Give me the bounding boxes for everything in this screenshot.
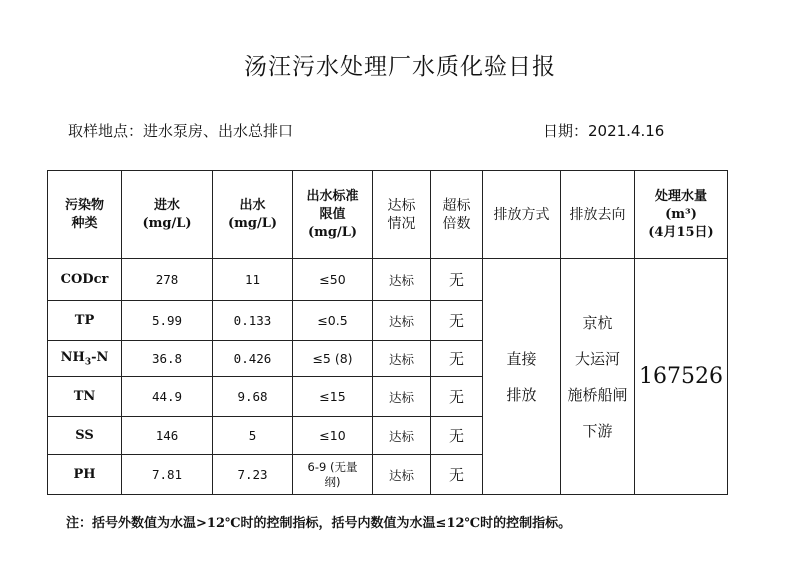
compliance-cell: 达标 [373, 377, 431, 417]
pollutant-cell: SS [48, 417, 122, 455]
effluent-cell: 9.68 [213, 377, 293, 417]
compliance-cell: 达标 [373, 259, 431, 301]
water-quality-table [47, 170, 728, 495]
exceed-cell: 无 [431, 377, 483, 417]
pollutant-cell: PH [48, 455, 122, 495]
header-influent: 进水 (mg/L) [122, 171, 213, 259]
header-exceed: 超标 倍数 [431, 171, 483, 259]
footnote: 注：括号外数值为水温>12℃时的控制指标，括号内数值为水温≤12℃时的控制指标。 [66, 516, 572, 531]
effluent-cell: 11 [213, 259, 293, 301]
effluent-cell: 7.23 [213, 455, 293, 495]
header-limit: 出水标准 限值 (mg/L) [293, 171, 373, 259]
exceed-cell: 无 [431, 259, 483, 301]
volume-value-cell: 167526 [635, 259, 728, 495]
header-discharge-dest: 排放去向 [561, 171, 635, 259]
effluent-cell: 5 [213, 417, 293, 455]
header-pollutant: 污染物 种类 [48, 171, 122, 259]
influent-cell: 5.99 [122, 301, 213, 341]
header-discharge-method: 排放方式 [483, 171, 561, 259]
pollutant-cell: TN [48, 377, 122, 417]
table-row [48, 259, 728, 301]
compliance-cell: 达标 [373, 417, 431, 455]
limit-cell: ≤50 [293, 259, 373, 301]
sampling-location: 取样地点：进水泵房、出水总排口 [68, 122, 294, 140]
report-date: 日期：2021.4.16 [543, 122, 665, 140]
header-effluent: 出水 (mg/L) [213, 171, 293, 259]
report-title: 汤汪污水处理厂水质化验日报 [244, 54, 556, 80]
exceed-cell: 无 [431, 417, 483, 455]
discharge-dest-cell: 京杭 大运河 施桥船闸 下游 [561, 259, 635, 495]
influent-cell: 278 [122, 259, 213, 301]
pollutant-cell: TP [48, 301, 122, 341]
exceed-cell: 无 [431, 455, 483, 495]
effluent-cell: 0.133 [213, 301, 293, 341]
pollutant-main: NH [60, 349, 85, 365]
pollutant-subscript: 3 [84, 357, 92, 368]
limit-cell: 6-9 (无量 纲) [293, 455, 373, 495]
pollutant-tail: -N [91, 349, 109, 365]
header-compliance: 达标 情况 [373, 171, 431, 259]
discharge-method-cell: 直接 排放 [483, 259, 561, 495]
table-header-row [48, 171, 728, 259]
limit-cell: ≤10 [293, 417, 373, 455]
limit-cell: ≤0.5 [293, 301, 373, 341]
header-volume: 处理水量 (m³) (4月15日) [635, 171, 728, 259]
limit-cell: ≤15 [293, 377, 373, 417]
exceed-cell: 无 [431, 301, 483, 341]
limit-cell: ≤5 (8) [293, 341, 373, 377]
compliance-cell: 达标 [373, 341, 431, 377]
influent-cell: 146 [122, 417, 213, 455]
pollutant-cell [48, 341, 122, 377]
pollutant-cell: CODcr [48, 259, 122, 301]
compliance-cell: 达标 [373, 455, 431, 495]
exceed-cell: 无 [431, 341, 483, 377]
effluent-cell: 0.426 [213, 341, 293, 377]
compliance-cell: 达标 [373, 301, 431, 341]
influent-cell: 36.8 [122, 341, 213, 377]
influent-cell: 7.81 [122, 455, 213, 495]
influent-cell: 44.9 [122, 377, 213, 417]
